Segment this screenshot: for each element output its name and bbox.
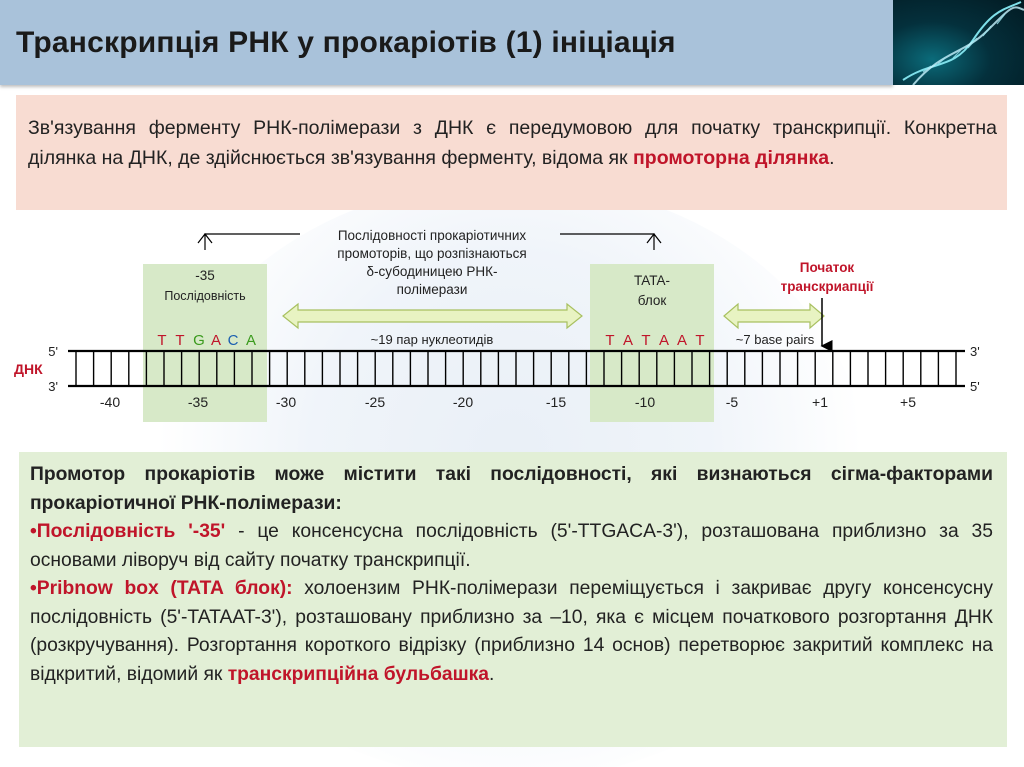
- intro-text-box: [16, 95, 1007, 210]
- strand-bottom-right-label: 5': [970, 379, 980, 394]
- item2-text: холоензим РНК-полімерази переміщується і закриває другу консенсусну послідовність (5'-TATAAT-3'), розташовану приблизно за –10, яка є місцем початкового розгортання ДНК (розкручування). Розгортання короткого відрізку (приблизно 14 основ) перетворює закритий комплекс на відкритий, відомий як: [30, 578, 993, 685]
- base-a1: A: [210, 332, 222, 349]
- tata-base-3: T: [641, 332, 651, 349]
- strand-top-right-label: 3': [970, 344, 980, 359]
- tata-base-1: T: [605, 332, 615, 349]
- tata-base-6: T: [695, 332, 705, 349]
- base-g: G: [193, 332, 205, 349]
- summary-item-pribnow: [30, 575, 993, 689]
- tata-base-5: A: [676, 332, 688, 349]
- start-label-line1: Початок: [799, 260, 855, 275]
- start-label-line2: транскриапції: [780, 279, 874, 294]
- summary-box: [19, 452, 1007, 747]
- title-bar: [0, 0, 893, 85]
- box-tata-subtitle: блок: [637, 293, 667, 308]
- summary-heading: Промотор прокаріотів може містити такі послідовності, які визнаються сігма-факторами прокаріотичної РНК-полімерази:: [30, 464, 993, 514]
- item2-end: .: [489, 663, 495, 685]
- spacer-7-label: ~7 base pairs: [735, 332, 815, 347]
- base-a2: A: [245, 332, 257, 349]
- bracket-label-line2: промоторів, що розпізнаються: [337, 246, 527, 261]
- dna-helix-icon: [893, 0, 1024, 85]
- tick-minus25: -25: [364, 394, 386, 410]
- base-t2: T: [175, 332, 185, 349]
- box-minus35-subtitle: Послідовність: [164, 289, 246, 303]
- box-minus35-title: -35: [195, 268, 215, 283]
- item2-label: •Pribnow box (TATA блок):: [30, 578, 293, 599]
- transcription-bubble-term: транскрипційна бульбашка: [227, 663, 490, 685]
- spacer-7-arrow-icon: [724, 304, 824, 328]
- item1-text: - це консенсусна послідовність (5'-TTGACA-3'), розташована приблизно за 35 основами ліворуч від сайту початку транскрипції.: [30, 521, 993, 571]
- promoter-region-term: промоторна ділянка: [633, 147, 830, 169]
- dna-helix-image: [893, 0, 1024, 85]
- base-c: C: [227, 332, 239, 349]
- bracket-left-line: [205, 234, 300, 250]
- tick-minus20: -20: [452, 394, 474, 410]
- slide-title: Транскрипція РНК у прокаріотів (1) ініціація: [16, 25, 676, 59]
- strand-top-left-label: 5': [48, 344, 58, 359]
- bracket-label-line4: полімерази: [396, 282, 468, 297]
- item1-label: •Послідовність '-35': [30, 521, 226, 542]
- dna-label: ДНК: [14, 361, 43, 377]
- box-tata-title: TATA-: [634, 273, 670, 288]
- tick-plus5: +5: [900, 394, 916, 410]
- tick-minus15: -15: [545, 394, 567, 410]
- bracket-right-line: [560, 234, 654, 250]
- bracket-label-line3: δ-субодиницею РНК-: [366, 264, 498, 279]
- summary-item-minus35: [30, 518, 993, 575]
- spacer-19-arrow-icon: [283, 304, 582, 328]
- intro-end: .: [829, 147, 835, 169]
- base-t1: T: [157, 332, 167, 349]
- tick-minus40: -40: [99, 394, 121, 410]
- tick-minus10: -10: [634, 394, 656, 410]
- bracket-label-line1: Послідовності прокаріотичних: [337, 228, 527, 243]
- tick-minus30: -30: [275, 394, 297, 410]
- tata-base-4: A: [658, 332, 670, 349]
- tata-base-2: A: [622, 332, 634, 349]
- strand-bottom-left-label: 3': [48, 379, 58, 394]
- intro-text: Зв'язування ферменту РНК-полімерази з ДНК є передумовою для початку транскрипції. Конкретна ділянка на ДНК, де здійснюється зв'язування ферменту, відома як: [28, 117, 997, 169]
- tick-minus35: -35: [187, 394, 209, 410]
- tick-minus5: -5: [725, 394, 739, 410]
- tick-plus1: +1: [812, 394, 828, 410]
- spacer-19-label: ~19 пар нуклеотидів: [370, 332, 494, 347]
- promoter-diagram: [0, 212, 1024, 452]
